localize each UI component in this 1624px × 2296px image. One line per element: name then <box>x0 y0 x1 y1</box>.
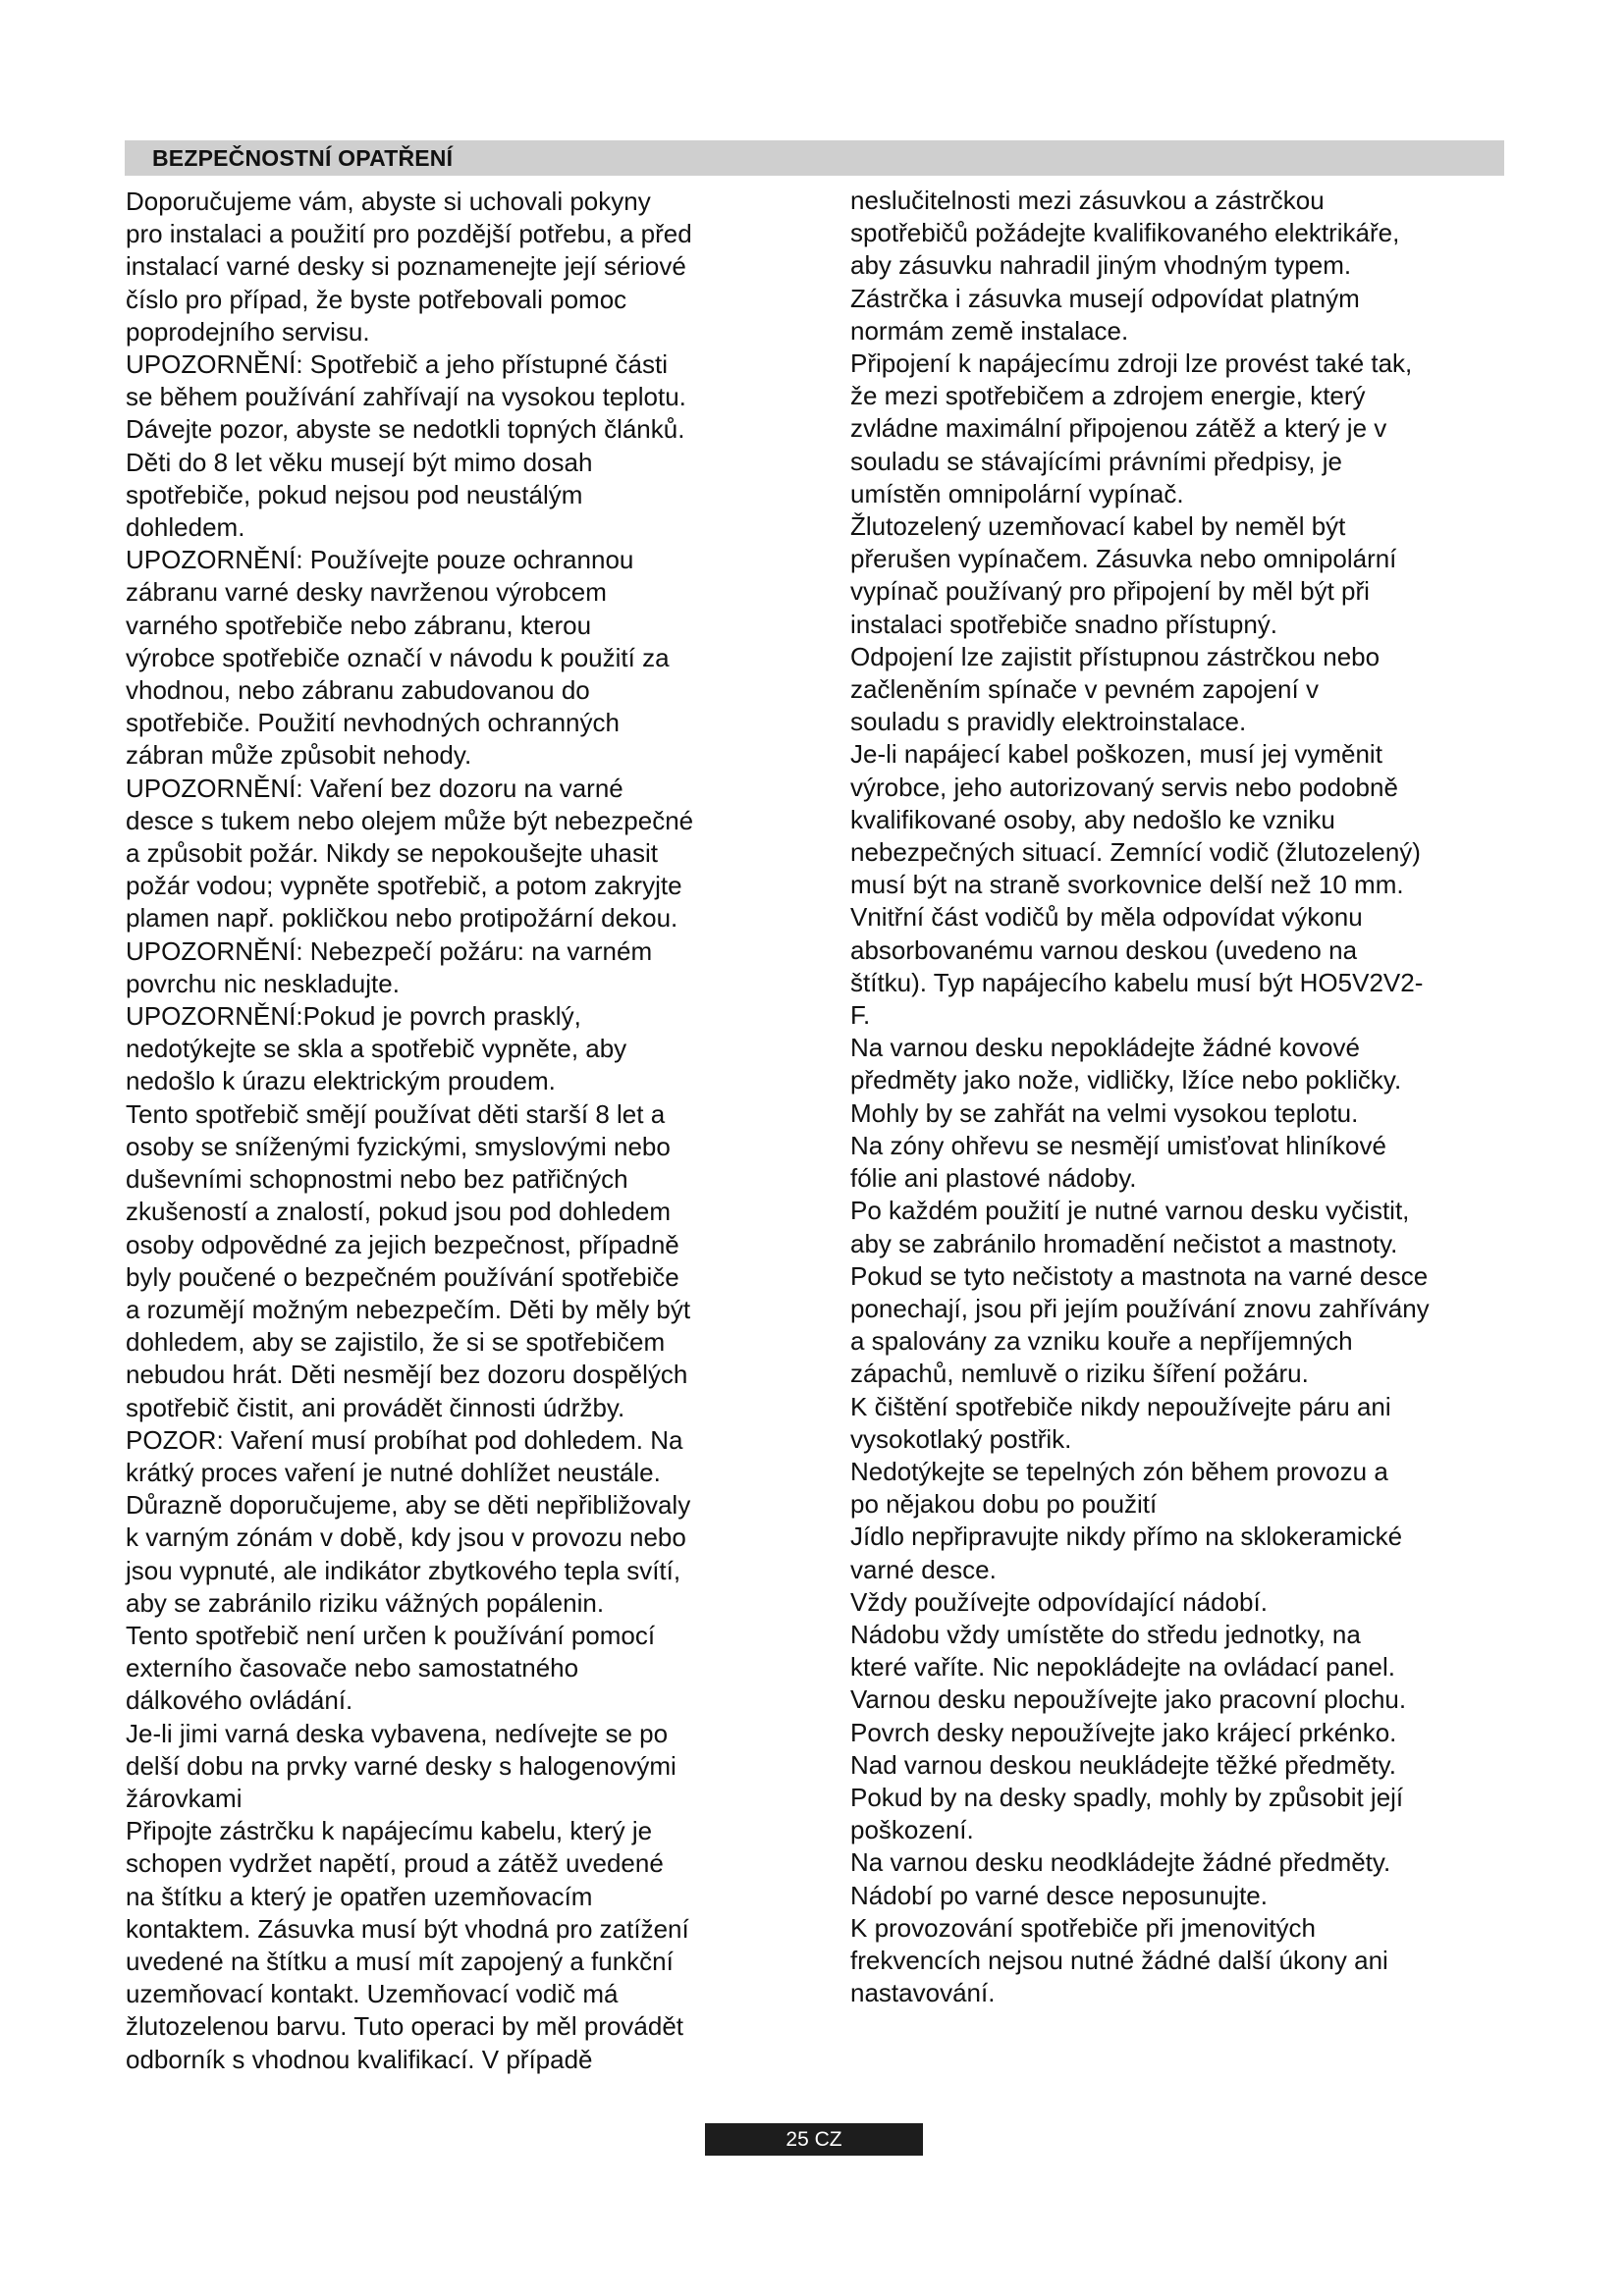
paragraph: Po každém použití je nutné varnou desku vyčistit, aby se zabránilo hromadění nečistot a mastnoty. <box>850 1196 1410 1258</box>
paragraph: Tento spotřebič smějí používat děti starší 8 let a osoby se sníženými fyzickými, smyslovými nebo duševními schopnostmi nebo bez patřičných zkušeností a znalostí, pokud jsou pod dohledem osoby odpovědné za jejich bezpečnost, případně byly poučené o bezpečném používání spotřebiče a rozumějí možným nebezpečím. Děti by měly být dohledem, aby se zajistilo, že si se spotřebičem nebudou hrát. Děti nesmějí bez dozoru dospělých spotřebič čistit, ani provádět činnosti údržby. <box>126 1098 691 1422</box>
paragraph: Připojte zástrčku k napájecímu kabelu, který je schopen vydržet napětí, proud a zátěž uvedené na štítku a který je opatřen uzemňovacím kontaktem. Zásuvka musí být vhodná pro zatížení uvedené na štítku a musí mít zapojený a funkční uzemňovací kontakt. Uzemňovací vodič má žlutozelenou barvu. Tuto operaci by měl provádět odborník s vhodnou kvalifikací. V případě <box>126 1816 689 2074</box>
paragraph: Doporučujeme vám, abyste si uchovali pokyny pro instalaci a použití pro pozdější potřebu, a před instalací varné desky si poznamenejte její sériové číslo pro případ, že byste potřebovali pomoc poprodejního servisu. <box>126 187 692 347</box>
paragraph: Pokud se tyto nečistoty a mastnota na varné desce ponechají, jsou při jejím používání znovu zahřívány a spalovány za vzniku kouře a nepříjemných zápachů, nemluvě o riziku šíření požáru. <box>850 1260 1430 1389</box>
paragraph: Žlutozelený uzemňovací kabel by neměl být přerušen vypínačem. Zásuvka nebo omnipolární vypínač používaný pro připojení by měl být při instalaci spotřebiče snadno přístupný. <box>850 511 1397 639</box>
paragraph: UPOZORNĚNÍ: Vaření bez dozoru na varné desce s tukem nebo olejem může být nebezpečné a způsobit požár. Nikdy se nepokoušejte uhasit požár vodou; vypněte spotřebič, a potom zakryjte plamen např. pokličkou nebo protipožární dekou. <box>126 773 694 934</box>
paragraph: K čištění spotřebiče nikdy nepoužívejte páru ani vysokotlaký postřik. <box>850 1391 1391 1454</box>
paragraph: Na zóny ohřevu se nesmějí umisťovat hliníkové fólie ani plastové nádoby. <box>850 1130 1386 1194</box>
paragraph: Nad varnou deskou neukládejte těžké předměty. <box>850 1749 1396 1780</box>
paragraph: Tento spotřebič není určen k používání pomocí externího časovače nebo samostatného dálkového ovládání. <box>126 1620 656 1716</box>
paragraph: Varnou desku nepoužívejte jako pracovní plochu. <box>850 1684 1407 1715</box>
paragraph: Nádobí po varné desce neposunujte. <box>850 1880 1268 1910</box>
paragraph: Povrch desky nepoužívejte jako krájecí prkénko. <box>850 1717 1397 1747</box>
paragraph: UPOZORNĚNÍ: Používejte pouze ochrannou zábranu varné desky navrženou výrobcem varného spotřebiče nebo zábranu, kterou výrobce spotřebiče označí v návodu k použití za vhodnou, nebo zábranu zabudovanou do spotřebiče. Použití nevhodných ochranných zábran může způsobit nehody. <box>126 545 670 771</box>
paragraph: Vnitřní část vodičů by měla odpovídat výkonu absorbovanému varnou deskou (uvedeno na štítku). Typ napájecího kabelu musí být HO5V2V2- F. <box>850 902 1424 1031</box>
section-title: BEZPEČNOSTNÍ OPATŘENÍ <box>152 145 454 171</box>
paragraph: Je-li napájecí kabel poškozen, musí jej vyměnit výrobce, jeho autorizovaný servis nebo podobně kvalifikované osoby, aby nedošlo ke vzniku nebezpečných situací. Zemnící vodič (žlutozelený) musí být na straně svorkovnice delší než 10 mm. <box>850 739 1421 900</box>
paragraph: Nedotýkejte se tepelných zón během provozu a po nějakou dobu po použití <box>850 1456 1388 1520</box>
paragraph: Na varnou desku neodkládejte žádné předměty. <box>850 1847 1391 1878</box>
paragraph: Pokud by na desky spadly, mohly by způsobit její poškození. <box>850 1782 1404 1845</box>
paragraph: UPOZORNĚNÍ: Spotřebič a jeho přístupné části se během používání zahřívají na vysokou teplotu. Dávejte pozor, abyste se nedotkli topných článků. Děti do 8 let věku musejí být mimo dosah spotřebiče, pokud nejsou pod neustálým dohledem. <box>126 349 686 543</box>
paragraph: Jídlo nepřipravujte nikdy přímo na sklokeramické varné desce. <box>850 1522 1403 1584</box>
section-header-bar <box>125 140 1504 176</box>
left-text-column <box>126 186 813 2076</box>
paragraph: Nádobu vždy umístěte do středu jednotky, na které vaříte. Nic nepokládejte na ovládací panel. <box>850 1619 1396 1682</box>
paragraph: Je-li jimi varná deska vybavena, nedívejte se po delší dobu na prvky varné desky s halogenovými žárovkami <box>126 1718 677 1813</box>
paragraph: Na varnou desku nepokládejte žádné kovové předměty jako nože, vidličky, lžíce nebo pokličky. Mohly by se zahřát na velmi vysokou teplotu. <box>850 1033 1402 1128</box>
paragraph: Odpojení lze zajistit přístupnou zástrčkou nebo začleněním spínače v pevném zapojení v souladu s pravidly elektroinstalace. <box>850 641 1380 737</box>
paragraph: POZOR: Vaření musí probíhat pod dohledem. Na krátký proces vaření je nutné dohlížet neustále. <box>126 1424 683 1487</box>
paragraph: Připojení k napájecímu zdroji lze provést také tak, že mezi spotřebičem a zdrojem energie, který zvládne maximální připojenou zátěž a který je v souladu se stávajícími právními předpisy, je umístěn omnipolární vypínač. <box>850 348 1413 508</box>
paragraph: K provozování spotřebiče při jmenovitých frekvencích nejsou nutné žádné další úkony ani nastavování. <box>850 1912 1388 2008</box>
right-text-column <box>850 185 1538 2009</box>
paragraph: UPOZORNĚNÍ: Nebezpečí požáru: na varném povrchu nic neskladujte. <box>126 935 653 998</box>
paragraph: Důrazně doporučujeme, aby se děti nepřibližovaly k varným zónám v době, kdy jsou v provozu nebo jsou vypnuté, ale indikátor zbytkového tepla svítí, aby se zabránilo riziku vážných popálenin. <box>126 1490 691 1618</box>
paragraph: UPOZORNĚNÍ:Pokud je povrch prasklý, nedotýkejte se skla a spotřebič vypněte, aby nedošlo k úrazu elektrickým proudem. <box>126 1001 627 1096</box>
page-number: 25 CZ <box>705 2123 923 2156</box>
paragraph: neslučitelnosti mezi zásuvkou a zástrčkou spotřebičů požádejte kvalifikovaného elektrikáře, aby zásuvku nahradil jiným vhodným typem. Zástrčka i zásuvka musejí odpovídat platným normám země instalace. <box>850 186 1400 346</box>
paragraph: Vždy používejte odpovídající nádobí. <box>850 1586 1268 1617</box>
